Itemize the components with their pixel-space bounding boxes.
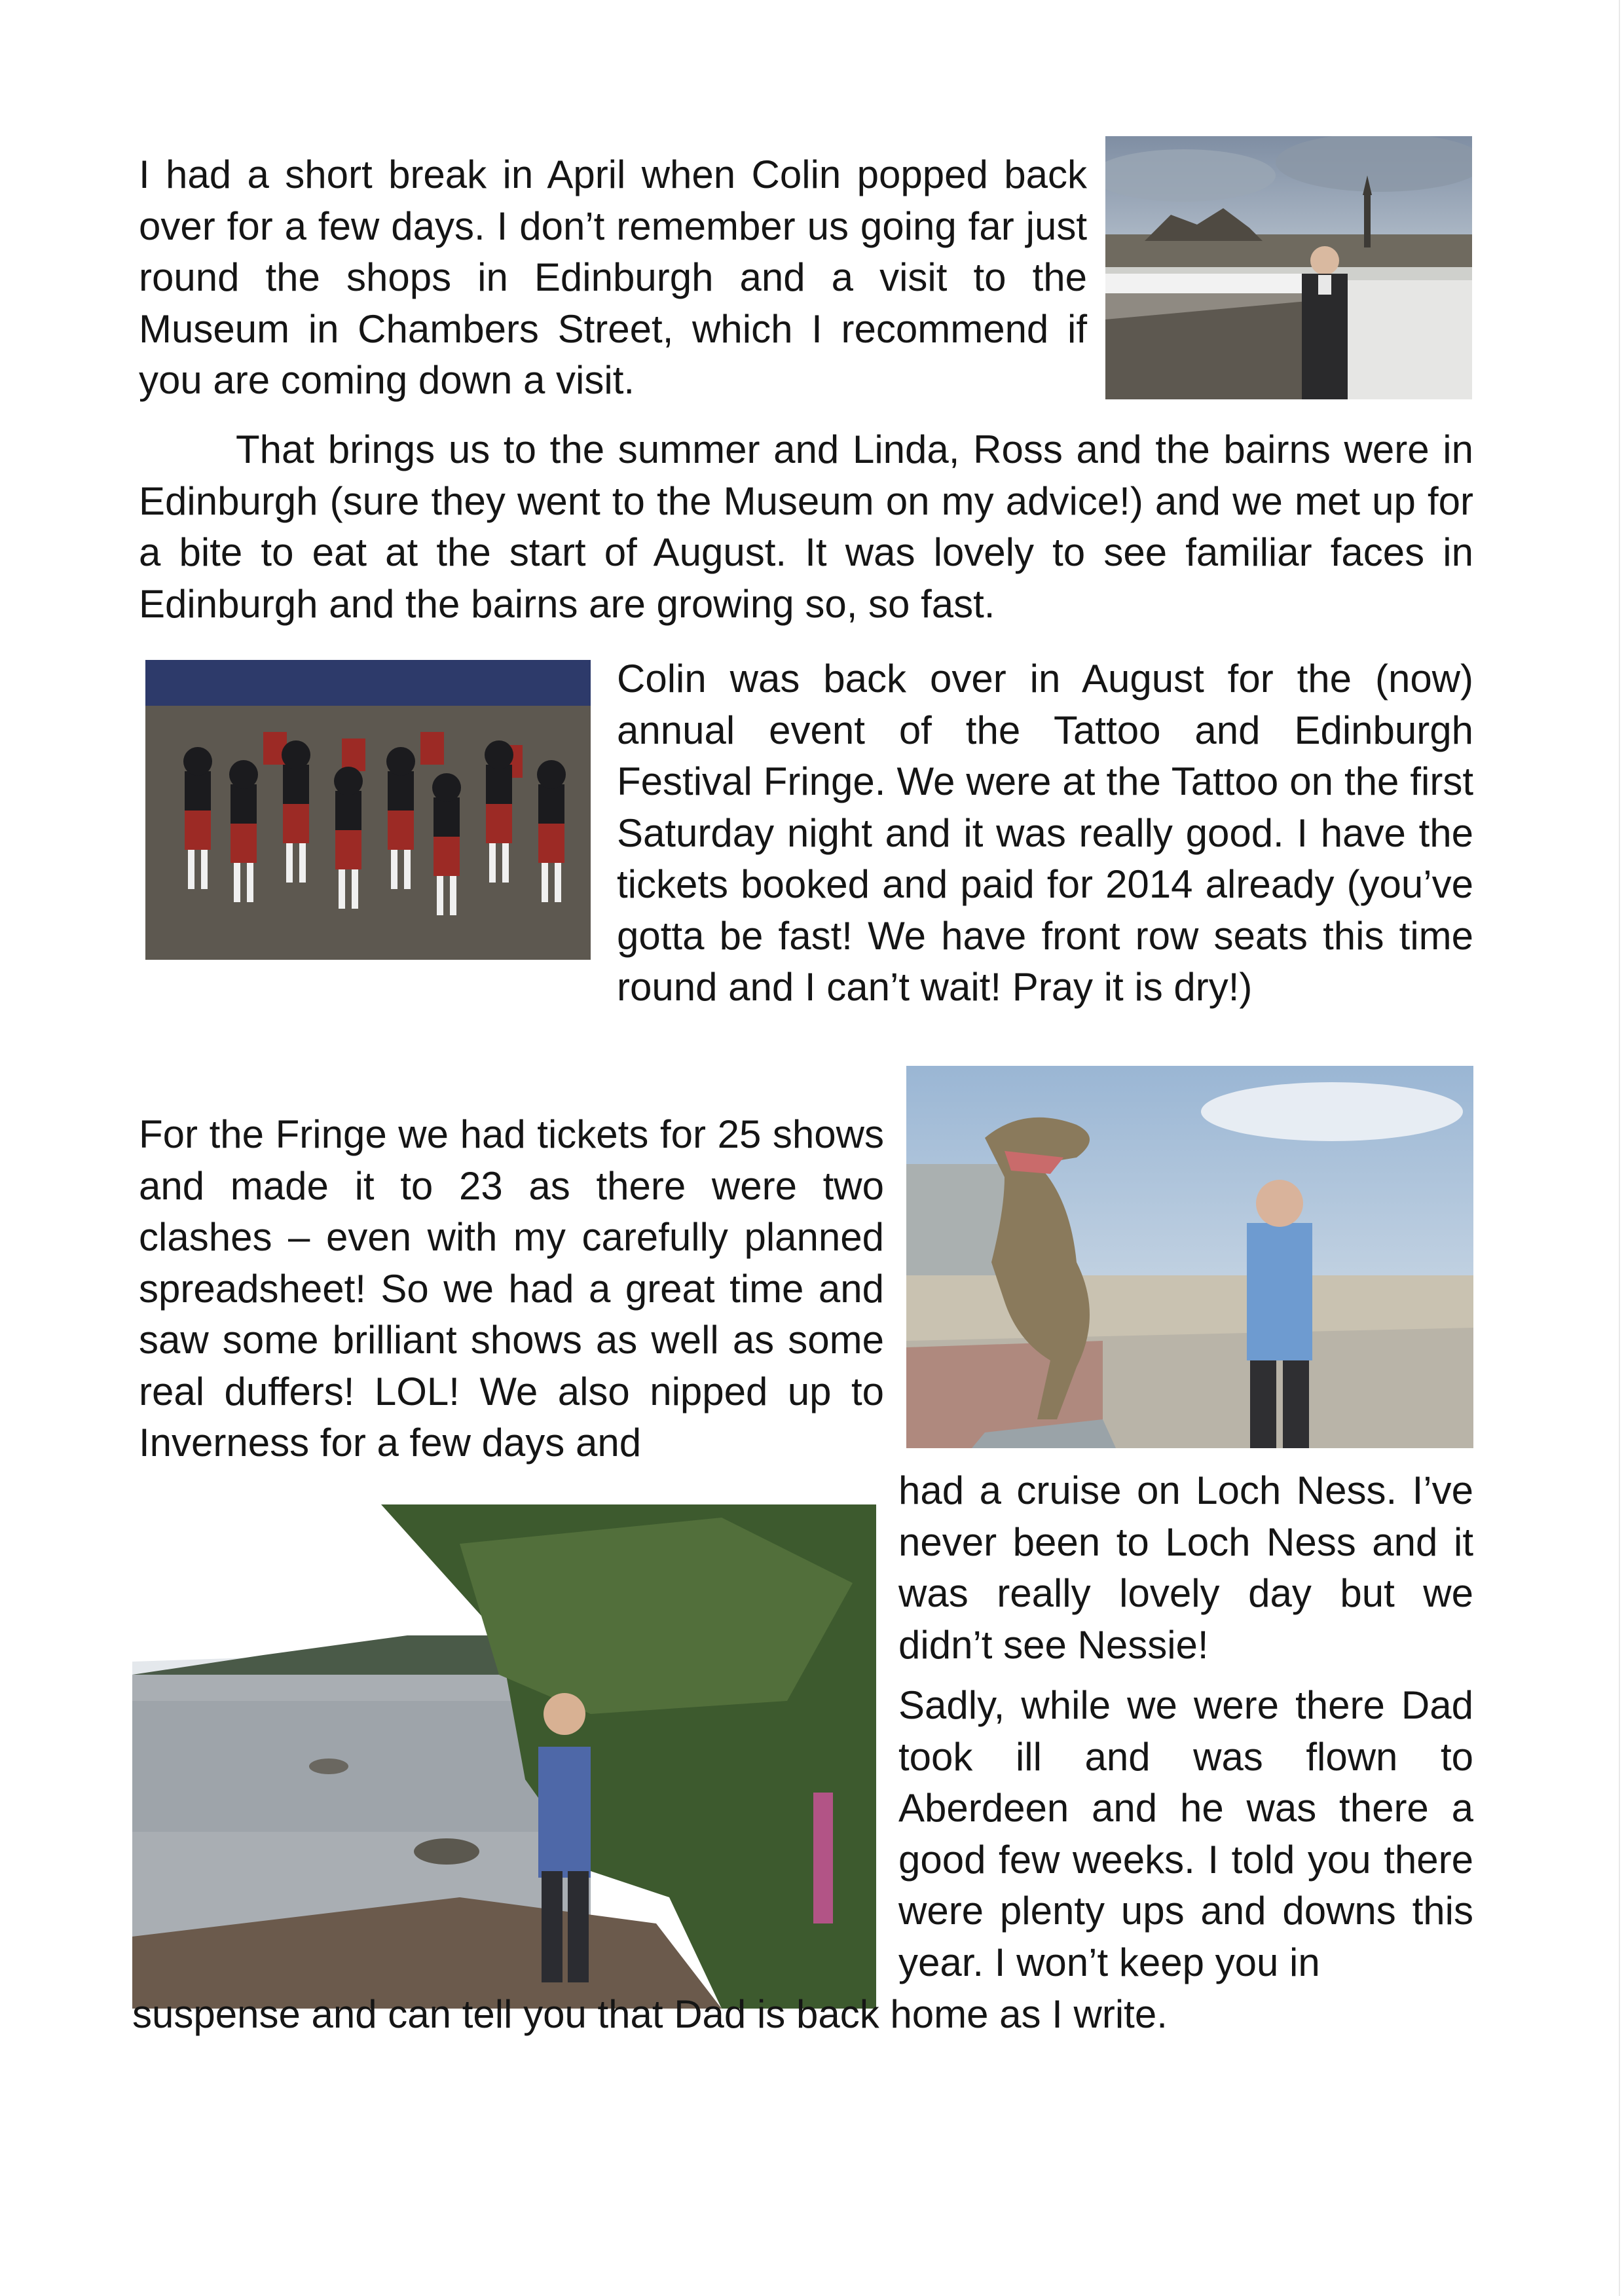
photo-tattoo-pipe-band	[145, 660, 591, 960]
paragraph-summer: That brings us to the summer and Linda, Ross and the bairns were in Edinburgh (sure they went to the Museum on my advice!) and we met up for a bite to eat at the start of August. It was lovely to see familiar faces in Edinburgh and the bairns are growing so, so fast.	[139, 428, 1473, 626]
scan-edge	[1619, 0, 1620, 2296]
paragraph-loch-ness: had a cruise on Loch Ness. I’ve never been to Loch Ness and it was really lovely day but we didn’t see Nessie!	[898, 1468, 1473, 1667]
paragraph-dad-home: suspense and can tell you that Dad is back home as I write.	[132, 1992, 1168, 2036]
photo-dinosaur	[906, 1066, 1473, 1448]
paragraph-tattoo: Colin was back over in August for the (now) annual event of the Tattoo and Edinburgh Festival Fringe. We were at the Tattoo on the first Saturday night and it was really good. I have the tickets booked and paid for 2014 already (you’ve gotta be fast! We have front row seats this time round and I can’t wait! Pray it is dry!)	[617, 657, 1473, 1009]
paragraph-dad-ill: Sadly, while we were there Dad took ill and was flown to Aberdeen and he was there a good few weeks. I told you there were plenty ups and downs this year. I won’t keep you in	[898, 1683, 1473, 1984]
photo-edinburgh-rooftop	[1105, 136, 1472, 399]
paragraph-fringe: For the Fringe we had tickets for 25 shows and made it to 23 as there were two clashes – even with my carefully planned spreadsheet! So we had a great time and saw some brilliant shows as well as some real duffers! LOL! We also nipped up to Inverness for a few days and	[139, 1112, 884, 1465]
photo-loch-ness	[132, 1504, 876, 2009]
paragraph-april-visit: I had a short break in April when Colin popped back over for a few days. I don’t remember us going far just round the shops in Edinburgh and a visit to the Museum in Chambers Street, which I recommend if you are coming down a visit.	[139, 153, 1087, 402]
